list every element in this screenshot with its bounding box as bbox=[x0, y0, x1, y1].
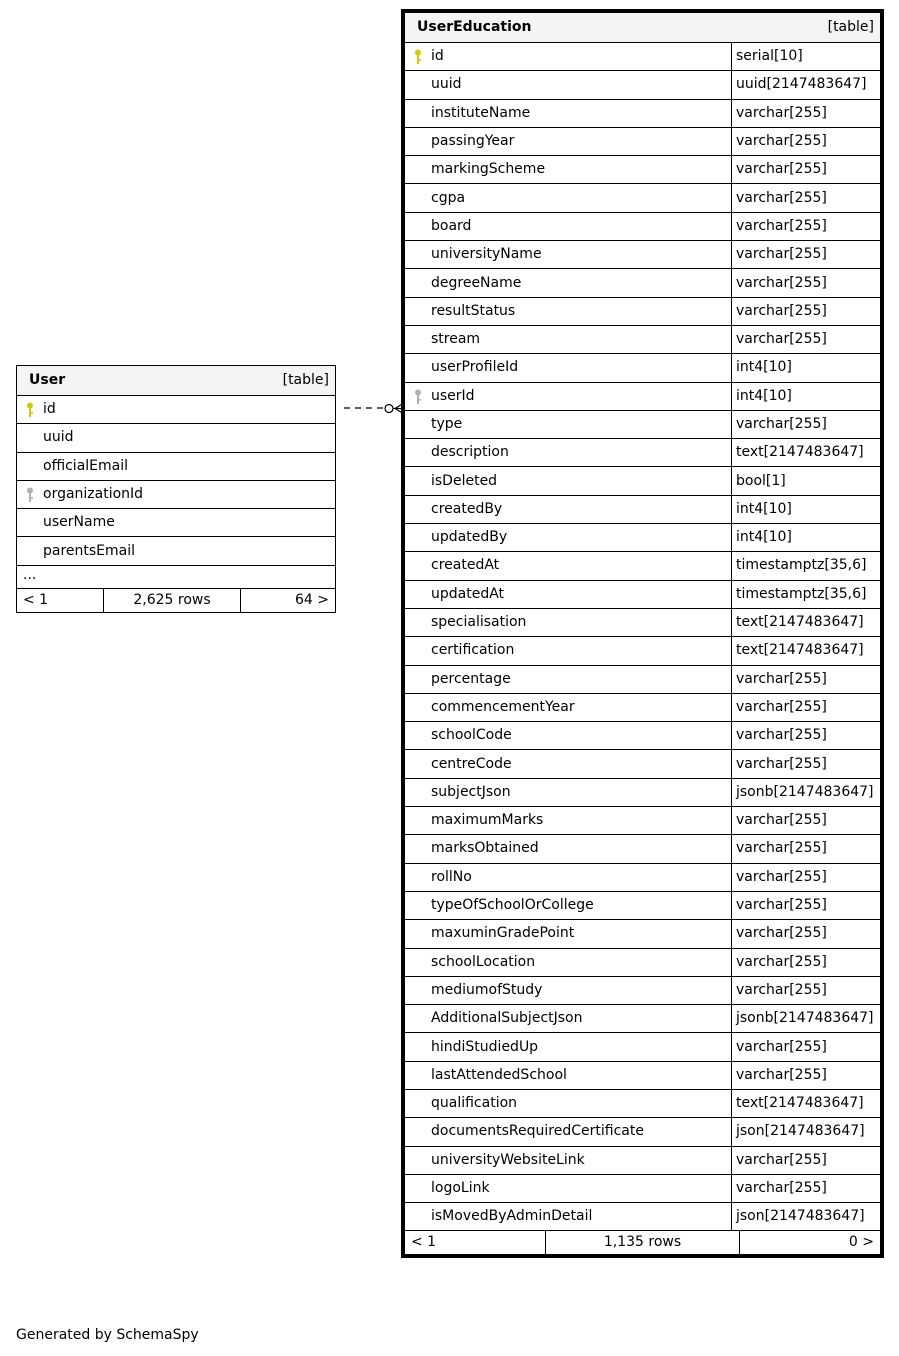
column-type: varchar[255] bbox=[732, 807, 881, 835]
table-header bbox=[405, 13, 881, 43]
column-name-text: degreeName bbox=[431, 274, 522, 291]
column-type: varchar[255] bbox=[732, 920, 881, 948]
column-row[interactable] bbox=[405, 241, 881, 269]
column-name bbox=[405, 212, 732, 240]
column-name-text: AdditionalSubjectJson bbox=[431, 1010, 583, 1027]
column-type: text[2147483647] bbox=[732, 439, 881, 467]
column-row[interactable] bbox=[405, 297, 881, 325]
column-name-text: description bbox=[431, 444, 509, 461]
column-row[interactable] bbox=[405, 212, 881, 240]
column-name bbox=[405, 382, 732, 410]
column-name bbox=[405, 410, 732, 438]
column-name-text: userId bbox=[431, 387, 475, 404]
column-row[interactable] bbox=[405, 920, 881, 948]
column-name bbox=[405, 552, 732, 580]
column-row[interactable] bbox=[17, 396, 336, 424]
column-type: text[2147483647] bbox=[732, 1089, 881, 1117]
column-row[interactable] bbox=[17, 537, 336, 565]
column-name-text: parentsEmail bbox=[43, 542, 136, 559]
prev-page-link[interactable]: < 1 bbox=[411, 1234, 437, 1251]
column-name-text: uuid bbox=[43, 429, 74, 446]
column-name-text: universityName bbox=[431, 246, 542, 263]
column-name-text: typeOfSchoolOrCollege bbox=[431, 897, 594, 914]
column-name-text: uuid bbox=[431, 76, 462, 93]
column-name-text: hindiStudiedUp bbox=[431, 1038, 539, 1055]
column-row[interactable] bbox=[405, 1033, 881, 1061]
column-name-text: createdAt bbox=[431, 557, 500, 574]
column-name bbox=[405, 1089, 732, 1117]
column-type: varchar[255] bbox=[732, 750, 881, 778]
column-type: varchar[255] bbox=[732, 976, 881, 1004]
column-name bbox=[17, 480, 336, 508]
column-row[interactable] bbox=[405, 693, 881, 721]
column-type: varchar[255] bbox=[732, 835, 881, 863]
column-type: int4[10] bbox=[732, 524, 881, 552]
column-type: int4[10] bbox=[732, 495, 881, 523]
column-row[interactable] bbox=[405, 156, 881, 184]
column-name-text: mediumofStudy bbox=[431, 981, 543, 998]
column-name bbox=[405, 1005, 732, 1033]
table-name[interactable]: UserEducation bbox=[417, 19, 532, 35]
next-page-link[interactable]: 64 > bbox=[241, 589, 336, 612]
column-row[interactable] bbox=[405, 99, 881, 127]
column-name bbox=[405, 835, 732, 863]
column-row[interactable] bbox=[405, 778, 881, 806]
row-count: 1,135 rows bbox=[546, 1231, 740, 1254]
primary-key-icon bbox=[26, 402, 34, 418]
column-row[interactable] bbox=[405, 1118, 881, 1146]
column-type: varchar[255] bbox=[732, 1146, 881, 1174]
column-name bbox=[405, 948, 732, 976]
column-name-text: lastAttendedSchool bbox=[431, 1066, 567, 1083]
column-name-text: rollNo bbox=[431, 868, 472, 885]
foreign-key-icon bbox=[26, 487, 34, 503]
column-name-text: schoolCode bbox=[431, 727, 512, 744]
column-name bbox=[405, 580, 732, 608]
column-name bbox=[17, 537, 336, 565]
column-row[interactable] bbox=[405, 637, 881, 665]
column-type: varchar[255] bbox=[732, 269, 881, 297]
generated-by-credit: Generated by SchemaSpy bbox=[16, 1327, 199, 1343]
column-name bbox=[405, 891, 732, 919]
column-name bbox=[405, 184, 732, 212]
column-name-text: marksObtained bbox=[431, 840, 539, 857]
more-columns-ellipsis: ... bbox=[17, 565, 336, 588]
column-name bbox=[405, 920, 732, 948]
column-name bbox=[405, 1061, 732, 1089]
column-name-text: stream bbox=[431, 331, 481, 348]
column-type: timestamptz[35,6] bbox=[732, 552, 881, 580]
column-name bbox=[405, 863, 732, 891]
column-name bbox=[405, 354, 732, 382]
column-name bbox=[405, 524, 732, 552]
column-name bbox=[405, 1118, 732, 1146]
next-page-link[interactable]: 0 > bbox=[740, 1231, 881, 1254]
column-name bbox=[405, 693, 732, 721]
column-row[interactable] bbox=[405, 1146, 881, 1174]
column-name-text: centreCode bbox=[431, 755, 512, 772]
column-row[interactable] bbox=[17, 424, 336, 452]
column-name bbox=[405, 495, 732, 523]
column-row[interactable] bbox=[405, 835, 881, 863]
prev-page-link[interactable]: < 1 bbox=[23, 591, 49, 608]
column-type: timestamptz[35,6] bbox=[732, 580, 881, 608]
column-row[interactable] bbox=[405, 948, 881, 976]
column-row[interactable] bbox=[405, 524, 881, 552]
column-name-text: updatedBy bbox=[431, 529, 508, 546]
column-name bbox=[405, 241, 732, 269]
column-name-text: updatedAt bbox=[431, 585, 505, 602]
row-count: 2,625 rows bbox=[104, 589, 241, 612]
column-name-text: percentage bbox=[431, 670, 511, 687]
table-name[interactable]: User bbox=[29, 372, 66, 388]
column-name bbox=[405, 1203, 732, 1231]
column-type: bool[1] bbox=[732, 467, 881, 495]
column-type: jsonb[2147483647] bbox=[732, 1005, 881, 1033]
column-name-text: createdBy bbox=[431, 500, 503, 517]
column-row[interactable] bbox=[405, 354, 881, 382]
column-type: json[2147483647] bbox=[732, 1203, 881, 1231]
column-row[interactable] bbox=[17, 452, 336, 480]
foreign-key-icon bbox=[414, 389, 422, 405]
column-row[interactable] bbox=[405, 665, 881, 693]
column-name-text: type bbox=[431, 416, 463, 432]
column-name bbox=[405, 807, 732, 835]
crowfoot-lower bbox=[395, 409, 404, 415]
column-row[interactable] bbox=[405, 552, 881, 580]
column-name bbox=[405, 1174, 732, 1202]
column-row[interactable] bbox=[405, 1089, 881, 1117]
column-type: varchar[255] bbox=[732, 212, 881, 240]
column-name-text: universityWebsiteLink bbox=[431, 1151, 585, 1168]
column-name-text: documentsRequiredCertificate bbox=[431, 1123, 644, 1140]
column-name bbox=[405, 665, 732, 693]
column-type: varchar[255] bbox=[732, 891, 881, 919]
column-name bbox=[17, 452, 336, 480]
column-type: varchar[255] bbox=[732, 297, 881, 325]
column-name bbox=[405, 778, 732, 806]
column-row[interactable] bbox=[17, 509, 336, 537]
column-row[interactable] bbox=[405, 1203, 881, 1231]
column-name bbox=[405, 127, 732, 155]
column-name-text: markingScheme bbox=[431, 161, 546, 178]
column-name-text: logoLink bbox=[431, 1180, 490, 1197]
column-name-text: organizationId bbox=[43, 486, 144, 503]
column-name-text: certification bbox=[431, 642, 515, 659]
column-type: varchar[255] bbox=[732, 241, 881, 269]
column-row[interactable] bbox=[405, 722, 881, 750]
column-name bbox=[405, 99, 732, 127]
column-type: varchar[255] bbox=[732, 127, 881, 155]
column-row[interactable] bbox=[405, 410, 881, 438]
crowfoot-upper bbox=[395, 403, 404, 409]
column-row[interactable] bbox=[405, 976, 881, 1004]
column-name bbox=[405, 750, 732, 778]
column-row[interactable] bbox=[405, 71, 881, 99]
column-name bbox=[405, 71, 732, 99]
column-type: serial[10] bbox=[732, 43, 881, 71]
column-name-text: resultStatus bbox=[431, 302, 516, 319]
column-row[interactable] bbox=[405, 1174, 881, 1202]
column-name bbox=[405, 1146, 732, 1174]
column-row[interactable] bbox=[405, 807, 881, 835]
column-type: varchar[255] bbox=[732, 665, 881, 693]
column-name bbox=[405, 297, 732, 325]
column-name-text: userProfileId bbox=[431, 359, 519, 376]
optional-marker bbox=[385, 405, 393, 413]
column-name bbox=[405, 608, 732, 636]
column-type: varchar[255] bbox=[732, 863, 881, 891]
column-type: varchar[255] bbox=[732, 1033, 881, 1061]
column-type: varchar[255] bbox=[732, 1174, 881, 1202]
column-row[interactable] bbox=[405, 325, 881, 353]
column-name bbox=[405, 156, 732, 184]
column-row[interactable] bbox=[405, 127, 881, 155]
column-name-text: officialEmail bbox=[43, 457, 128, 474]
column-name bbox=[405, 43, 732, 71]
column-type: jsonb[2147483647] bbox=[732, 778, 881, 806]
column-name-text: specialisation bbox=[431, 614, 527, 631]
column-type: text[2147483647] bbox=[732, 637, 881, 665]
column-name bbox=[405, 439, 732, 467]
column-name-text: userName bbox=[43, 514, 115, 531]
column-row[interactable] bbox=[405, 495, 881, 523]
column-name bbox=[405, 722, 732, 750]
column-name-text: isMovedByAdminDetail bbox=[431, 1208, 593, 1225]
more-columns-row bbox=[17, 565, 336, 588]
column-name-text: id bbox=[43, 401, 56, 418]
user-table bbox=[16, 365, 336, 613]
column-row[interactable] bbox=[405, 382, 881, 410]
table-kind: [table] bbox=[282, 372, 329, 388]
column-name bbox=[405, 269, 732, 297]
column-row[interactable] bbox=[405, 269, 881, 297]
column-name bbox=[405, 976, 732, 1004]
column-name-text: subjectJson bbox=[431, 783, 511, 800]
column-type: varchar[255] bbox=[732, 948, 881, 976]
column-name-text: board bbox=[431, 217, 472, 234]
column-type: varchar[255] bbox=[732, 693, 881, 721]
column-type: varchar[255] bbox=[732, 325, 881, 353]
column-name bbox=[405, 467, 732, 495]
table-footer bbox=[17, 588, 336, 612]
column-name-text: id bbox=[431, 48, 444, 65]
column-type: text[2147483647] bbox=[732, 608, 881, 636]
column-name-text: commencementYear bbox=[431, 698, 575, 715]
column-name-text: schoolLocation bbox=[431, 953, 536, 970]
column-name-text: passingYear bbox=[431, 133, 515, 150]
column-type: uuid[2147483647] bbox=[732, 71, 881, 99]
column-row[interactable] bbox=[405, 863, 881, 891]
column-type: varchar[255] bbox=[732, 156, 881, 184]
column-name bbox=[17, 509, 336, 537]
column-row[interactable] bbox=[405, 43, 881, 71]
column-row[interactable] bbox=[405, 580, 881, 608]
column-row[interactable] bbox=[405, 891, 881, 919]
column-row[interactable] bbox=[405, 467, 881, 495]
column-type: int4[10] bbox=[732, 354, 881, 382]
primary-key-icon bbox=[414, 49, 422, 65]
column-row[interactable] bbox=[405, 184, 881, 212]
column-name-text: maximumMarks bbox=[431, 812, 544, 829]
table-footer bbox=[405, 1231, 881, 1255]
column-name-text: instituteName bbox=[431, 104, 531, 121]
column-row[interactable] bbox=[405, 608, 881, 636]
column-name-text: isDeleted bbox=[431, 472, 498, 489]
column-name bbox=[405, 325, 732, 353]
column-name bbox=[17, 424, 336, 452]
column-type: varchar[255] bbox=[732, 184, 881, 212]
table-header bbox=[17, 366, 336, 396]
column-name-text: cgpa bbox=[431, 189, 466, 206]
column-type: varchar[255] bbox=[732, 410, 881, 438]
column-row[interactable] bbox=[405, 1061, 881, 1089]
column-row[interactable] bbox=[405, 1005, 881, 1033]
column-row[interactable] bbox=[17, 480, 336, 508]
column-name bbox=[405, 637, 732, 665]
column-type: varchar[255] bbox=[732, 99, 881, 127]
column-row[interactable] bbox=[405, 439, 881, 467]
column-type: varchar[255] bbox=[732, 1061, 881, 1089]
column-type: json[2147483647] bbox=[732, 1118, 881, 1146]
table-kind: [table] bbox=[827, 19, 874, 35]
column-name-text: qualification bbox=[431, 1095, 518, 1112]
user-education-table bbox=[404, 12, 881, 1255]
column-name bbox=[405, 1033, 732, 1061]
column-name bbox=[17, 396, 336, 424]
column-row[interactable] bbox=[405, 750, 881, 778]
column-type: int4[10] bbox=[732, 382, 881, 410]
column-type: varchar[255] bbox=[732, 722, 881, 750]
column-name-text: maxuminGradePoint bbox=[431, 925, 575, 942]
